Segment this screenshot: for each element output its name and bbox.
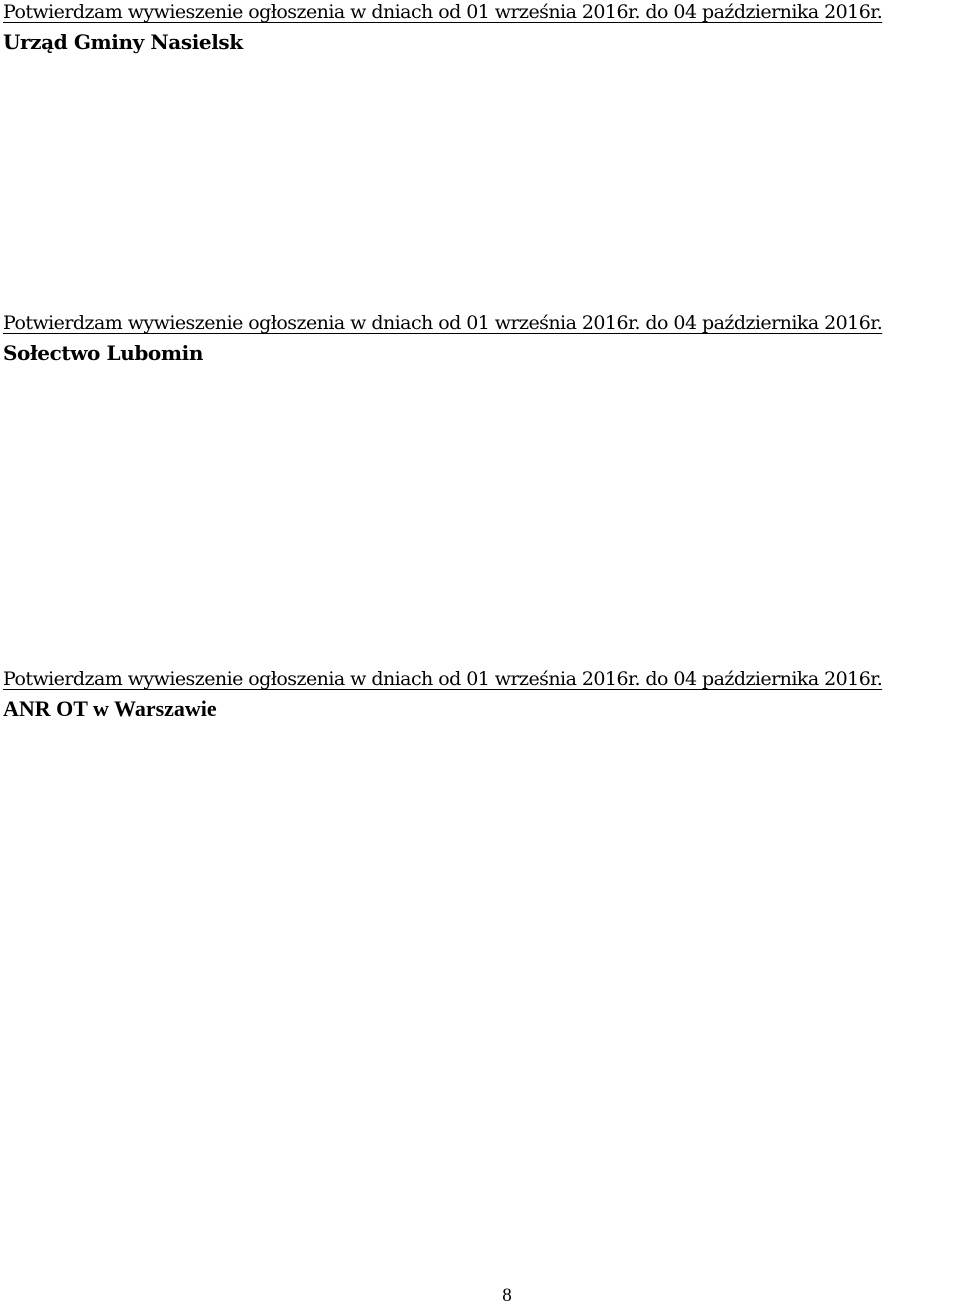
confirmation-block-nasielsk [3, 0, 960, 55]
confirmation-block-lubomin [3, 311, 960, 366]
confirmation-text: Potwierdzam wywieszenie ogłoszenia w dniach od 01 września 2016r. do 04 października 2016r. [3, 312, 883, 334]
institution-name: Sołectwo Lubomin [3, 341, 203, 365]
page-number: 8 [502, 1285, 512, 1306]
confirmation-text: Potwierdzam wywieszenie ogłoszenia w dniach od 01 września 2016r. do 04 października 2016r. [3, 1, 883, 23]
institution-name: Urząd Gminy Nasielsk [3, 30, 243, 54]
confirmation-text: Potwierdzam wywieszenie ogłoszenia w dniach od 01 września 2016r. do 04 października 2016r. [3, 668, 883, 690]
institution-name: ANR OT w Warszawie [3, 696, 217, 721]
confirmation-block-anr [3, 667, 960, 722]
